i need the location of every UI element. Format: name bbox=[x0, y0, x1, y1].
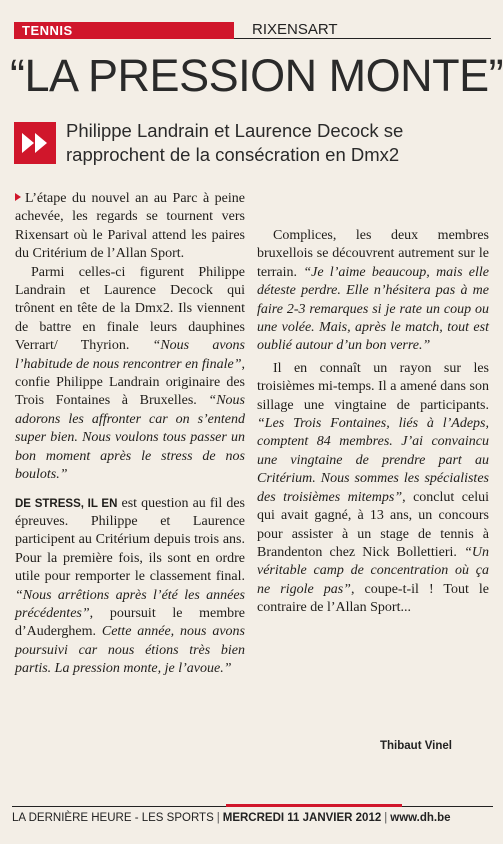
continued-text-space bbox=[257, 190, 489, 227]
author-signature: Thibaut Vinel bbox=[380, 740, 452, 752]
paragraph-5: Il en connaît un rayon sur les troisièmes mi-temps. Il a amené dans son sillage une vingtaine de participants. “Les Trois Fontaines, liés à l’Adeps, comptent 84 membres. J’ai convaincu une vingtaine de prendre part au Critérium. Nous sommes les spécialistes des troisièmes mitemps”, conclut celui qui avait gagné, à 13 ans, un concours pour assister à un stage de tennis à Brandenton chez Nick Bollettieri. “Un véritable camp de concentration où ça ne rigole pas”, coupe-t-il ! Tout le contraire de l’Allan Sport... bbox=[257, 360, 490, 616]
footer-date: MERCREDI 11 JANVIER 2012 bbox=[222, 812, 382, 824]
paragraph-4: Complices, les deux membres bruxellois se découvrent autrement sur le terrain. “Je l’aime beaucoup, mais elle déteste perdre. Elle n’hésitera pas à me faire 2-3 remarques si je rate un coup ou une volée. Mais, après le match, tout est oublié autour d’un bon verre.” bbox=[257, 228, 489, 354]
footer-website: www.dh.be bbox=[390, 812, 451, 824]
paragraph-gap bbox=[15, 485, 245, 495]
paragraph-2: Parmi celles-ci figurent Philippe Landrain et Laurence Decock qui trônent en tête de la Dmx2. Ils viennent de battre en finale leurs dauphines Verrart/ Thyrion. “Nous avons l’habitude de nous rencontrer en finale”, confie Philippe Landrain originaire des Trois Fontaines à Bruxelles. “Nous adorons les affronter car on s’entend super bien. Nous voulons tous passer un bon moment après le stress de nos boulots.” bbox=[15, 264, 245, 483]
subheadline: Philippe Landrain et Laurence Decock se rapprochent de la consécration en Dmx2 bbox=[66, 120, 404, 165]
double-arrow-right-icon bbox=[14, 122, 56, 164]
article-column-left bbox=[15, 190, 245, 679]
section-label: TENNIS bbox=[22, 23, 73, 38]
headline: “LA PRESSION MONTE” bbox=[10, 50, 503, 101]
footer-separator: | bbox=[216, 812, 220, 824]
paragraph-intro: L’étape du nouvel an au Parc à peine achevée, les regards se tournent vers Rixensart où le Parival attend les paires du Critérium de l’Allan Sport. bbox=[15, 191, 245, 262]
location-label: RIXENSART bbox=[252, 21, 338, 38]
lead-in: DE STRESS, IL EN bbox=[15, 497, 118, 510]
footer-separator: | bbox=[384, 812, 388, 824]
footer-publication: LA DERNIÈRE HEURE - LES SPORTS bbox=[12, 812, 214, 824]
article-column-right bbox=[257, 190, 489, 618]
paragraph-3: DE STRESS, IL EN est question au fil des épreuves. Philippe et Laurence participent au Critérium depuis trois ans. Pour la première fois, ils sont en ordre utile pour remporter le classement final. “Nous arrêtions après l’été les années précédentes”, poursuit le membre d’Auderghem. Cette année, nous avons poursuivi car nous étions très bien partis. La pression monte, je l’avoue.” bbox=[15, 495, 245, 677]
footer bbox=[12, 810, 451, 826]
header-rule bbox=[234, 38, 491, 39]
footer-date-accent bbox=[226, 804, 402, 807]
paragraph-marker-icon bbox=[15, 193, 21, 201]
